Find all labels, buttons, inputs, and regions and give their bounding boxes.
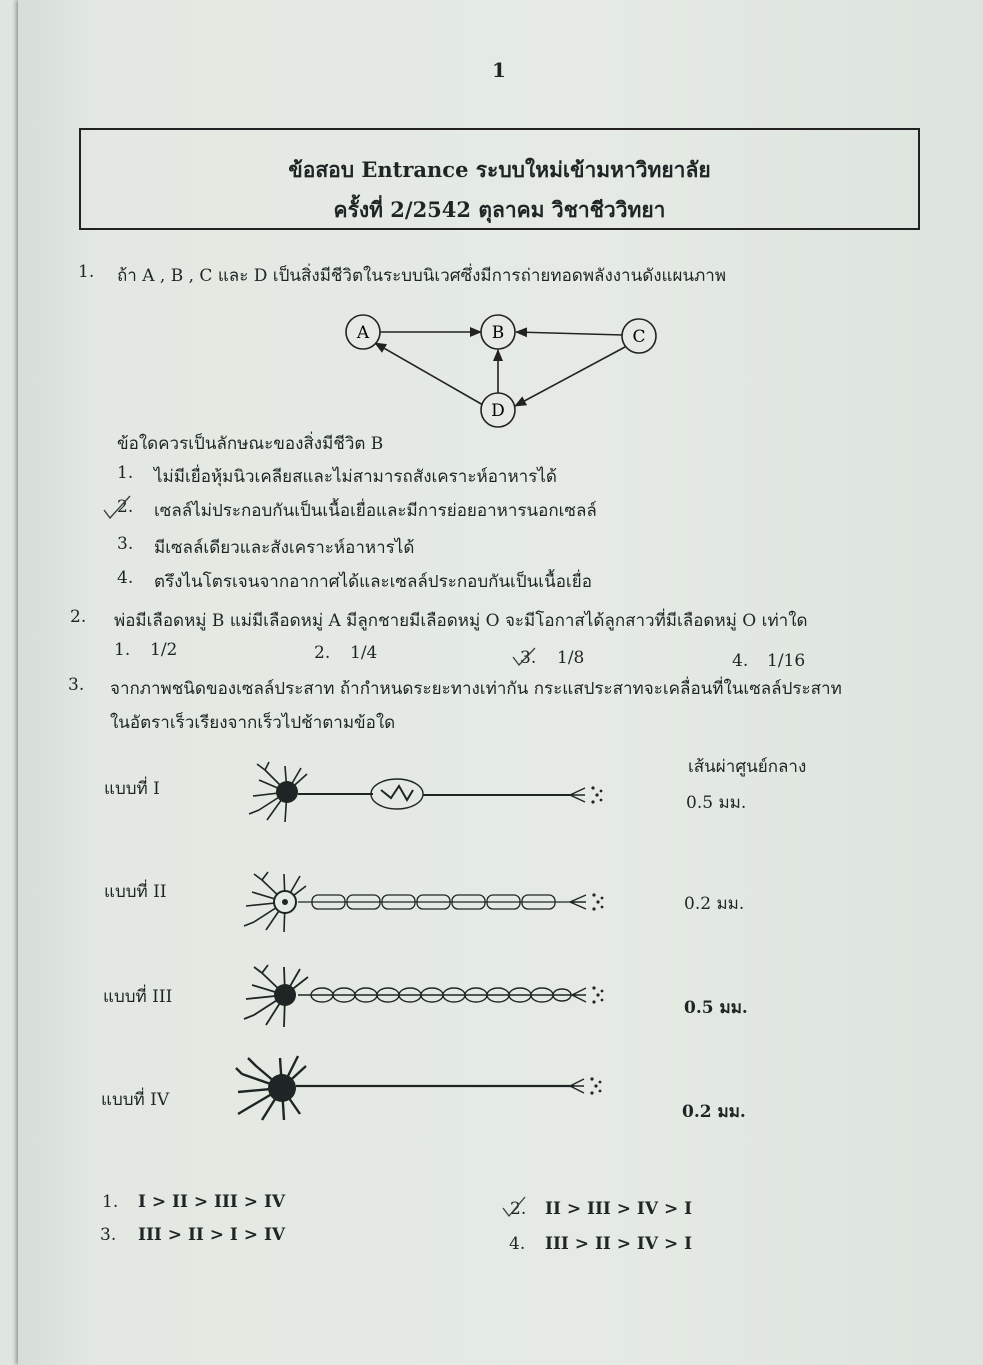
neuron-1-label: แบบที่ I bbox=[104, 779, 160, 799]
q3-number: 3. bbox=[68, 675, 85, 695]
q2-option-3-number: 3. bbox=[520, 648, 537, 668]
neuron-type-3-figure bbox=[240, 963, 615, 1033]
q3-option-4-number: 4. bbox=[509, 1234, 526, 1254]
q1-text: ถ้า A , B , C และ D เป็นสิ่งมีชีวิตในระบบนิเวศซึ่งมีการถ่ายทอดพลังงานดังแผนภาพ bbox=[117, 266, 727, 286]
q2-option-4-text: 1/16 bbox=[767, 651, 806, 671]
q2-option-2-text: 1/4 bbox=[350, 643, 378, 663]
neuron-4-label: แบบที่ IV bbox=[101, 1090, 170, 1110]
q1-option-4-number: 4. bbox=[117, 568, 134, 588]
q2-text: พ่อมีเลือดหมู่ B แม่มีเลือดหมู่ A มีลูกชายมีเลือดหมู่ O จะมีโอกาสได้ลูกสาวที่มีเลือดหมู่ O เท่าใด bbox=[114, 611, 808, 631]
neuron-type-2-figure bbox=[240, 868, 615, 938]
q1-option-4-text: ตรึงไนโตรเจนจากอากาศได้และเซลล์ประกอบกันเป็นเนื้อเยื่อ bbox=[154, 572, 592, 592]
q1-option-3-number: 3. bbox=[117, 534, 134, 554]
pencil-check-mark-icon bbox=[510, 645, 538, 669]
diameter-column-header: เส้นผ่าศูนย์กลาง bbox=[688, 757, 807, 777]
exam-title-line2: ครั้งที่ 2/2542 ตุลาคม วิชาชีววิทยา bbox=[333, 197, 666, 222]
q3-text-line2: ในอัตราเร็วเรียงจากเร็วไปช้าตามข้อใด bbox=[110, 713, 396, 733]
neuron-4-diameter: 0.2 มม. bbox=[682, 1102, 746, 1122]
exam-title-line1: ข้อสอบ Entrance ระบบใหม่เข้ามหาวิทยาลัย bbox=[288, 157, 711, 182]
neuron-type-4-figure bbox=[232, 1052, 612, 1128]
arrow-c-to-b bbox=[516, 332, 623, 335]
neuron-3-diameter: 0.5 มม. bbox=[684, 998, 748, 1018]
page-number: 1 bbox=[492, 58, 506, 82]
node-a-label: A bbox=[356, 323, 370, 343]
arrow-c-to-d bbox=[515, 347, 625, 406]
neuron-2-label: แบบที่ II bbox=[104, 882, 167, 902]
q3-option-3-text: III > II > I > IV bbox=[138, 1225, 286, 1245]
q1-prompt: ข้อใดควรเป็นลักษณะของสิ่งมีชีวิต B bbox=[117, 434, 384, 454]
q2-option-2-number: 2. bbox=[314, 643, 331, 663]
energy-flow-diagram bbox=[330, 305, 670, 435]
q3-option-3-number: 3. bbox=[100, 1225, 117, 1245]
neuron-2-diameter: 0.2 มม. bbox=[684, 894, 745, 914]
q2-option-3-text: 1/8 bbox=[557, 648, 585, 668]
q1-option-2-number: 2. bbox=[117, 497, 134, 517]
q3-option-4-text: III > II > IV > I bbox=[545, 1234, 693, 1254]
arrow-d-to-a bbox=[375, 343, 483, 405]
neuron-3-label: แบบที่ III bbox=[103, 987, 173, 1007]
q1-number: 1. bbox=[78, 262, 95, 282]
q2-option-4-number: 4. bbox=[732, 651, 749, 671]
q3-option-1-number: 1. bbox=[102, 1192, 119, 1212]
pencil-check-mark-icon bbox=[100, 492, 136, 524]
node-c-label: C bbox=[632, 327, 646, 347]
neuron-type-1-figure bbox=[245, 760, 615, 830]
exam-title-box bbox=[79, 128, 920, 230]
q1-option-1-text: ไม่มีเยื่อหุ้มนิวเคลียสและไม่สามารถสังเคราะห์อาหารได้ bbox=[154, 467, 557, 487]
q1-option-2-text: เซลล์ไม่ประกอบกันเป็นเนื้อเยื่อและมีการย่อยอาหารนอกเซลล์ bbox=[154, 501, 597, 521]
q3-text-line1: จากภาพชนิดของเซลล์ประสาท ถ้ากำหนดระยะทางเท่ากัน กระแสประสาทจะเคลื่อนที่ในเซลล์ประสาท bbox=[110, 679, 842, 699]
pencil-check-mark-icon bbox=[500, 1194, 528, 1220]
node-b-label: B bbox=[491, 323, 505, 343]
q2-option-1-number: 1. bbox=[114, 640, 131, 660]
q3-option-2-text: II > III > IV > I bbox=[545, 1199, 693, 1219]
q1-option-1-number: 1. bbox=[117, 463, 134, 483]
q3-option-2-number: 2. bbox=[510, 1199, 527, 1219]
neuron-1-diameter: 0.5 มม. bbox=[686, 793, 747, 813]
q2-number: 2. bbox=[70, 607, 87, 627]
q1-option-3-text: มีเซลล์เดียวและสังเคราะห์อาหารได้ bbox=[154, 538, 415, 558]
node-d-label: D bbox=[491, 401, 505, 421]
q2-option-1-text: 1/2 bbox=[150, 640, 178, 660]
q3-option-1-text: I > II > III > IV bbox=[138, 1192, 286, 1212]
